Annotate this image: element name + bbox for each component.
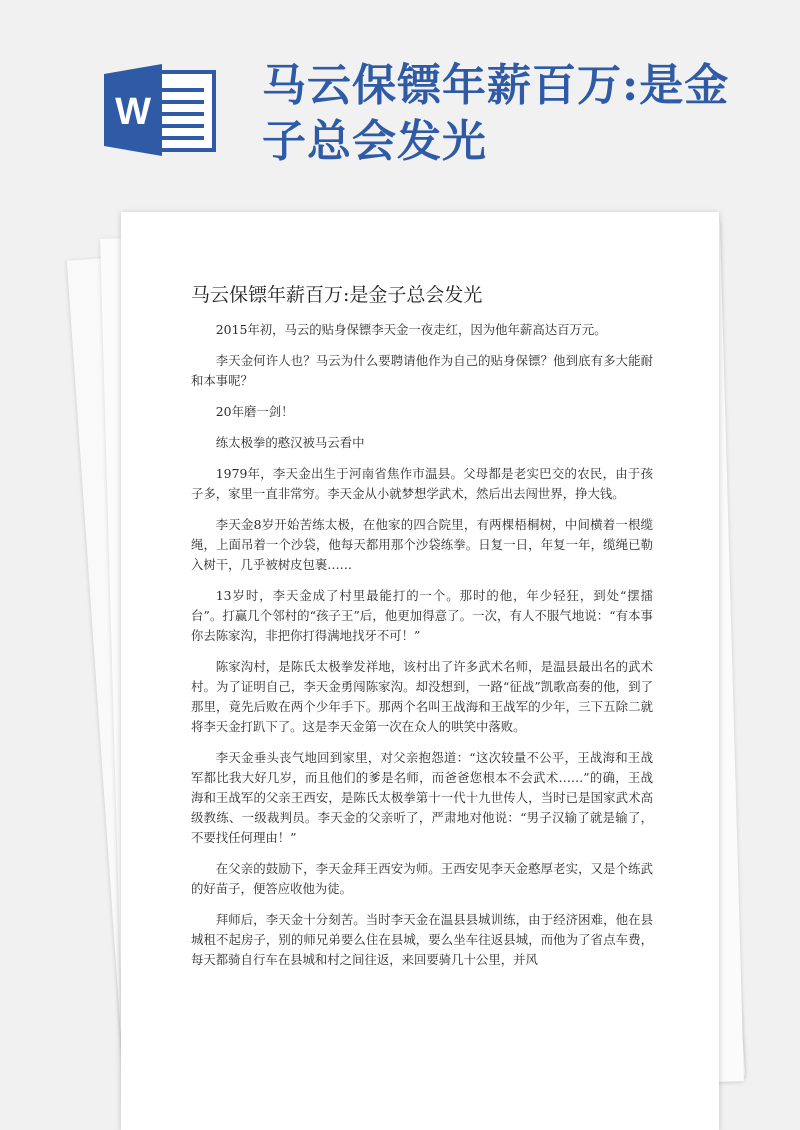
paragraph: 拜师后，李天金十分刻苦。当时李天金在温县县城训练，由于经济困难，他在县城租不起房子，别的师兄弟要么住在县城，要么坐车往返县城，而他为了省点车费，每天都骑自行车在县城和村之间往返，来回要骑几十公里，并风 xyxy=(191,912,653,967)
word-icon-letter: W xyxy=(115,91,151,133)
document-page xyxy=(121,212,719,1130)
paragraph: 陈家沟村，是陈氏太极拳发祥地，该村出了许多武术名师，是温县最出名的武术村。为了证明自己，李天金勇闯陈家沟。却没想到，一路“征战”凯歌高奏的他，到了那里，竟先后败在两个少年手下。那两个名叫王战海和王战军的少年，三下五除二就将李天金打趴下了。这是李天金第一次在众人的哄笑中落败。 xyxy=(191,659,653,734)
paragraph: 练太极拳的憨汉被马云看中 xyxy=(215,435,365,450)
paragraph: 李天金8岁开始苦练太极，在他家的四合院里，有两棵梧桐树，中间横着一根缆绳，上面吊着一个沙袋，他每天都用那个沙袋练拳。日复一日，年复一年，缆绳已勒入树干，几乎被树皮包裹…… xyxy=(191,517,653,572)
paragraph: 13岁时，李天金成了村里最能打的一个。那时的他，年少轻狂，到处“摆擂台”。打赢几个邻村的“孩子王”后，他更加得意了。一次，有人不服气地说：“有本事你去陈家沟，非把你打得满地找牙不可！” xyxy=(191,588,653,643)
page-header xyxy=(0,0,800,210)
paragraph: 李天金垂头丧气地回到家里，对父亲抱怨道：“这次较量不公平，王战海和王战军都比我大好几岁，而且他们的爹是名师，而爸爸您根本不会武术……”的确，王战海和王战军的父亲王西安，是陈氏太极拳第十一代十九世传人，当时已是国家武术高级教练、一级裁判员。李天金的父亲听了，严肃地对他说：“男子汉输了就是输了，不要找任何理由！” xyxy=(191,750,653,845)
paragraph: 在父亲的鼓励下，李天金拜王西安为师。王西安见李天金憨厚老实，又是个练武的好苗子，便答应收他为徒。 xyxy=(191,861,653,896)
paragraph: 2015年初，马云的贴身保镖李天金一夜走红，因为他年薪高达百万元。 xyxy=(215,322,607,337)
document-title: 马云保镖年薪百万:是金子总会发光 xyxy=(191,284,483,306)
document-body xyxy=(191,320,653,981)
paragraph: 李天金何许人也？马云为什么要聘请他作为自己的贴身保镖？他到底有多大能耐和本事呢？ xyxy=(191,353,653,388)
word-document-icon xyxy=(100,60,218,160)
paragraph: 20年磨一剑！ xyxy=(215,404,294,419)
paragraph: 1979年，李天金出生于河南省焦作市温县。父母都是老实巴交的农民，由于孩子多，家里一直非常穷。李天金从小就梦想学武术，然后出去闯世界，挣大钱。 xyxy=(191,466,653,501)
header-title: 马云保镖年薪百万:是金子总会发光 xyxy=(262,60,730,167)
